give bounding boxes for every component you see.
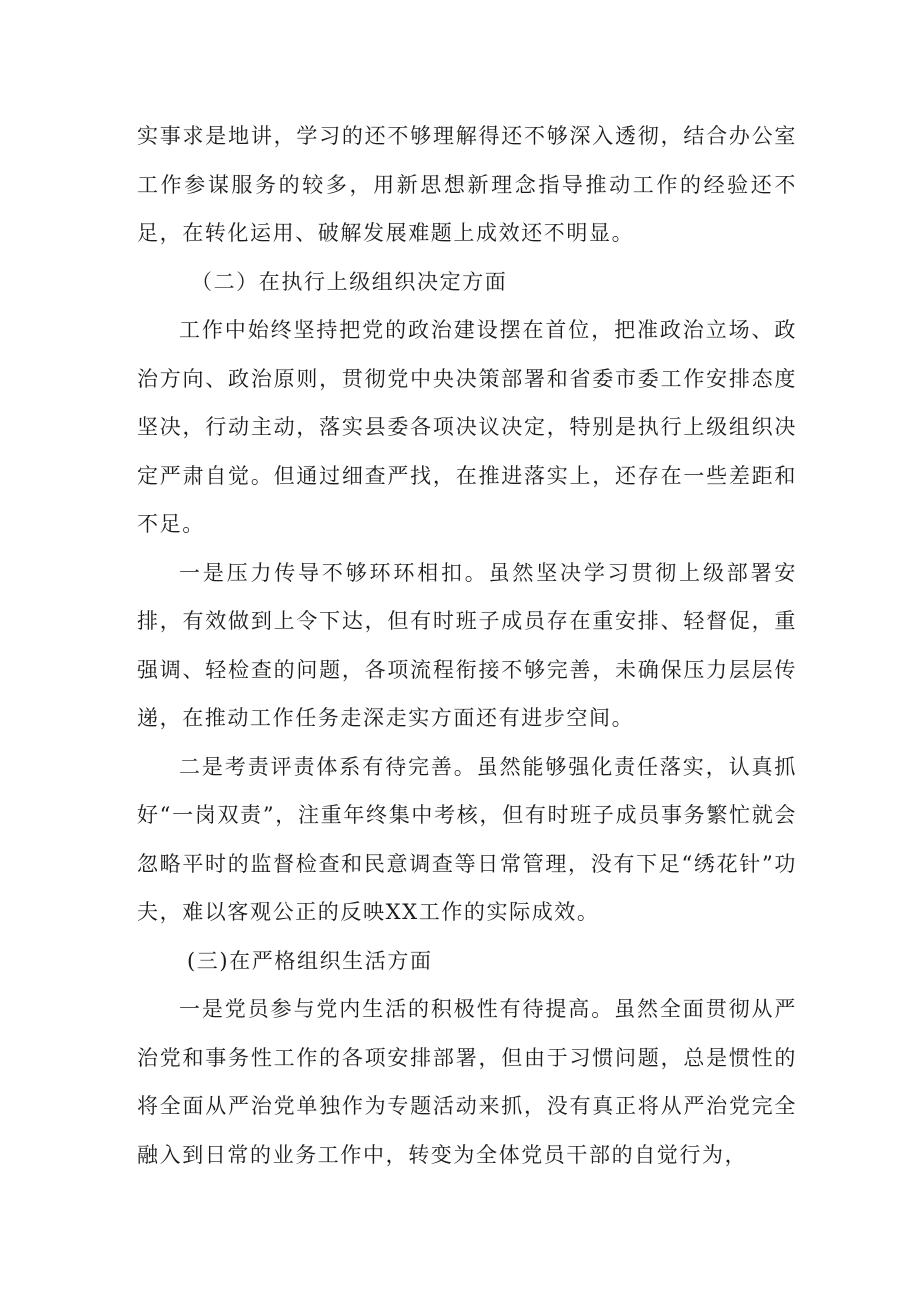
section-heading-3: (三)在严格组织生活方面 <box>187 948 433 973</box>
paragraph-execution-overview: 工作中始终坚持把党的政治建设摆在首位，把准政治立场、政治方向、政治原则，贯彻党中央决策部署和省委市委工作安排态度坚决，行动主动，落实县委各项决议决定，特别是执行上级组织决定严肃自觉。但通过细查严找，在推进落实上，还存在一些差距和不足。 <box>137 318 797 536</box>
paragraph-pressure-transmission: 一是压力传导不够环环相扣。虽然坚决学习贯彻上级部署安排，有效做到上令下达，但有时班子成员存在重安排、轻督促，重强调、轻检查的问题，各项流程衔接不够完善，未确保压力层层传递，在推动工作任务走深走实方面还有进步空间。 <box>137 560 797 730</box>
section-heading-2: （二）在执行上级组织决定方面 <box>191 269 508 294</box>
document-body <box>137 112 797 1179</box>
paragraph-accountability-system: 二是考责评责体系有待完善。虽然能够强化责任落实，认真抓好“一岗双责”，注重年终集中考核，但有时班子成员事务繁忙就会忽略平时的监督检查和民意调查等日常管理，没有下足“绣花针”功夫，难以客观公正的反映XX工作的实际成效。 <box>137 754 797 924</box>
paragraph-party-life: 一是党员参与党内生活的积极性有待提高。虽然全面贯彻从严治党和事务性工作的各项安排部署，但由于习惯问题，总是惯性的将全面从严治党单独作为专题活动来抓，没有真正将从严治党完全融入到日常的业务工作中，转变为全体党员干部的自觉行为， <box>137 997 797 1167</box>
paragraph-continuation: 实事求是地讲，学习的还不够理解得还不够深入透彻，结合办公室工作参谋服务的较多，用新思想新理念指导推动工作的经验还不足，在转化运用、破解发展难题上成效还不明显。 <box>137 124 797 245</box>
